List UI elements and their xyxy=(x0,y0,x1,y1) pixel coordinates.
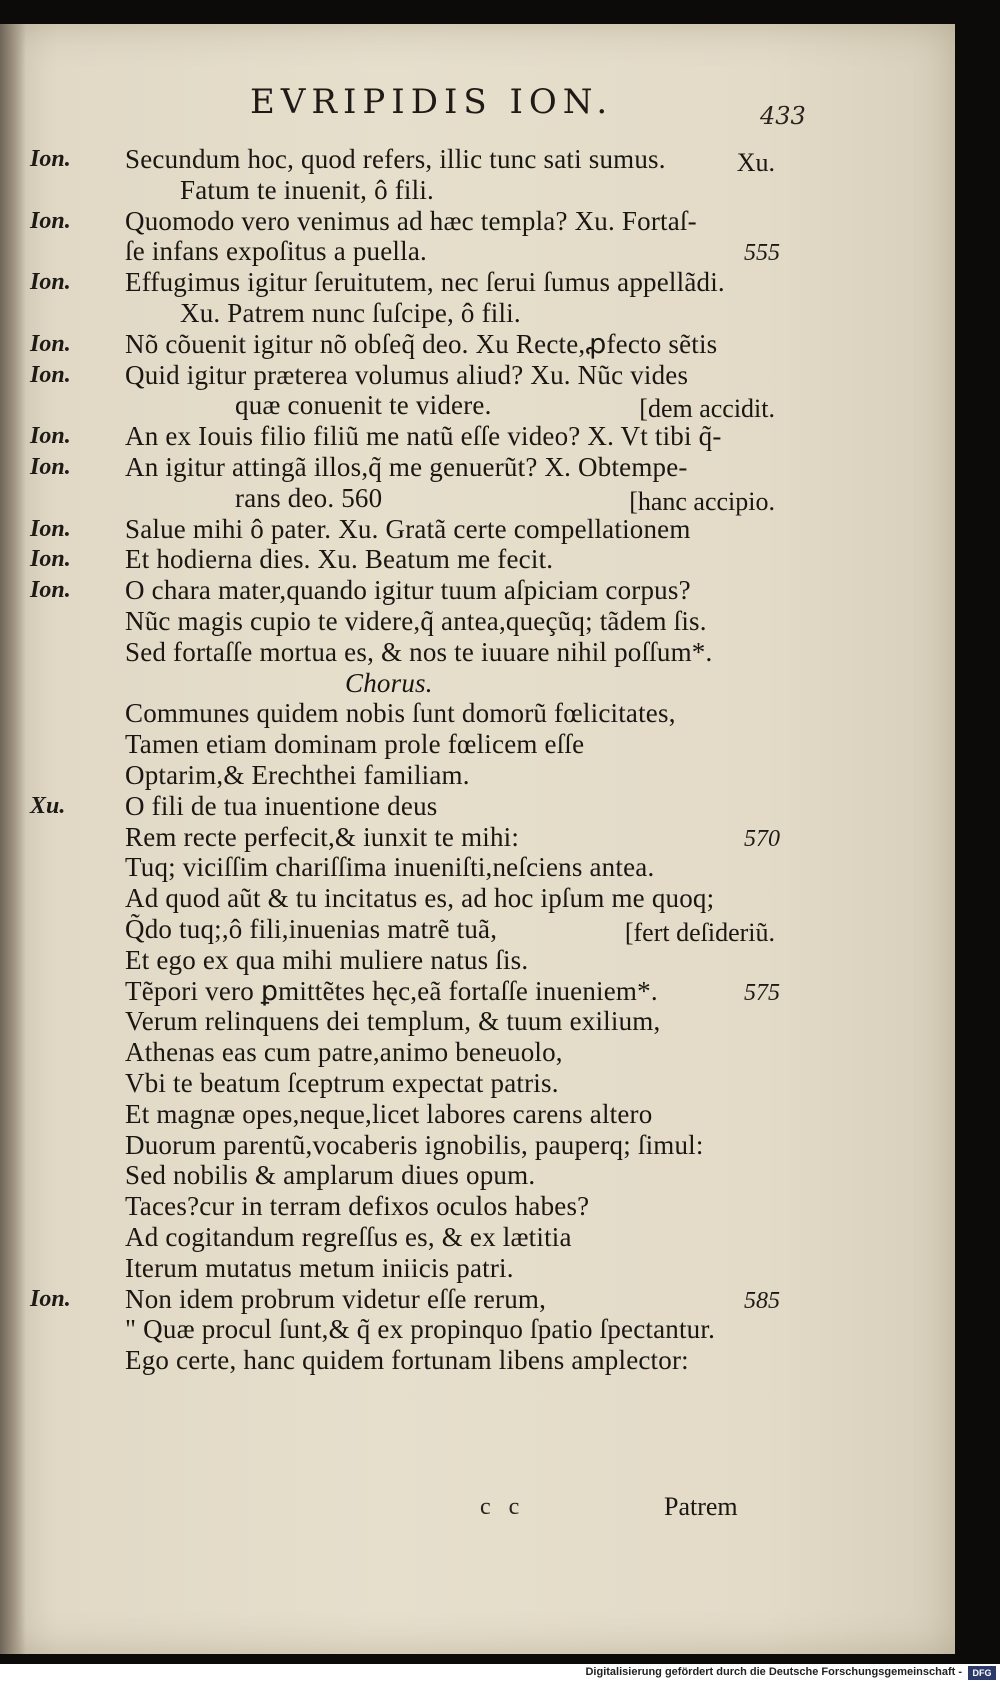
speaker-label: Xu. xyxy=(30,792,66,819)
text-line xyxy=(0,1037,955,1071)
verse-text: Et hodierna dies. Xu. Beatum me fecit. xyxy=(125,544,554,575)
verse-text: Non idem probrum videtur eſſe rerum, xyxy=(125,1283,547,1314)
verse-text: Et magnæ opes,neque,licet labores carens altero xyxy=(125,1098,653,1129)
speaker-label: Ion. xyxy=(30,423,71,450)
text-line xyxy=(0,298,955,332)
verse-text: Ad cogitandum regreſſus es, & ex lætitia xyxy=(125,1222,572,1252)
verse-text: Sed fortaſſe mortua es, & nos te iuuare nihil poſſum*. xyxy=(125,636,713,667)
verse-text: rans deo. 560 xyxy=(235,482,383,513)
text-line xyxy=(0,267,955,301)
verse-text: Taces?cur in terram defixos oculos habes? xyxy=(125,1191,590,1222)
right-margin-text: [dem accidit. xyxy=(639,394,775,424)
right-margin-text: [fert deſideriũ. xyxy=(624,918,775,947)
text-line xyxy=(0,976,955,1010)
speaker-label: Ion. xyxy=(30,515,71,542)
book-page xyxy=(0,24,955,1654)
verse-text: Verum relinquens dei templum, & tuum exilium, xyxy=(125,1006,661,1037)
text-line xyxy=(0,575,955,609)
verse-text: Nũc magis cupio te videre,q̃ antea,queçũq; tãdem ſis. xyxy=(125,606,707,636)
right-margin-text: [hanc accipio. xyxy=(629,486,775,516)
verse-text: Quid igitur præterea volumus aliud? Xu. Nũc vides xyxy=(125,359,689,390)
verse-text: Tamen etiam dominam prole fœlicem eſſe xyxy=(125,729,585,760)
verse-text: Tẽpori vero ꝑmittẽtes hęc,eã fortaſſe inueniem*. xyxy=(125,975,658,1006)
speaker-label: Ion. xyxy=(30,1285,71,1312)
speaker-label: Ion. xyxy=(30,146,71,172)
text-line xyxy=(0,883,955,917)
verse-text: Effugimus igitur ſeruitutem, nec ſerui ſumus appellãdi. xyxy=(125,267,725,298)
text-line xyxy=(0,236,955,270)
text-line xyxy=(0,390,955,424)
verse-text: Optarim,& Erechthei familiam. xyxy=(125,760,470,790)
verse-text: Nõ cõuenit igitur nõ obſeq̃ deo. Xu Recte,ꝓfecto sẽtis xyxy=(125,328,718,359)
credit-text: Digitalisierung gefördert durch die Deutsche Forschungsgemeinschaft - xyxy=(585,1666,962,1678)
text-line xyxy=(0,514,955,548)
text-line xyxy=(0,637,955,671)
verse-text: Fatum te inuenit, ô fili. xyxy=(180,174,434,205)
text-line xyxy=(0,1006,955,1040)
verse-text: Et ego ex qua mihi muliere natus ſis. xyxy=(125,944,529,975)
speaker-label: Ion. xyxy=(30,361,71,388)
text-line xyxy=(0,760,955,794)
text-line xyxy=(0,421,955,455)
verse-text: Iterum mutatus metum iniicis patri. xyxy=(125,1252,514,1283)
text-line xyxy=(0,175,955,209)
text-line xyxy=(0,698,955,732)
text-line xyxy=(0,1160,955,1194)
speaker-label: Ion. xyxy=(30,454,71,480)
verse-text: Tuq; viciſſim chariſſima inueniſti,neſciens antea. xyxy=(125,852,655,883)
verse-text: An ex Iouis filio filiũ me natũ eſſe video? X. Vt tibi q̃- xyxy=(125,421,722,452)
text-line xyxy=(0,544,955,578)
text-line xyxy=(0,1191,955,1225)
verse-text: Sed nobilis & amplarum diues opum. xyxy=(125,1160,536,1191)
text-line xyxy=(0,791,955,825)
section-heading: Chorus. xyxy=(345,667,433,698)
signature-mark: c c xyxy=(480,1494,526,1520)
verse-text: Vbi te beatum ſceptrum expectat patris. xyxy=(125,1068,559,1098)
right-margin-text: Xu. xyxy=(736,148,775,177)
catchword: Patrem xyxy=(664,1492,738,1521)
text-line xyxy=(0,914,955,948)
text-line xyxy=(0,483,955,517)
text-line xyxy=(0,852,955,886)
line-number: 575 xyxy=(744,979,780,1006)
text-line xyxy=(0,1099,955,1133)
verse-text: Salue mihi ô pater. Xu. Gratã certe compellationem xyxy=(125,513,691,544)
text-line xyxy=(0,729,955,763)
text-line xyxy=(0,1253,955,1287)
line-number: 555 xyxy=(744,240,780,267)
text-line xyxy=(0,144,955,178)
verse-text: Secundum hoc, quod refers, illic tunc sati sumus. xyxy=(125,144,666,174)
speaker-label: Ion. xyxy=(30,330,71,357)
verse-text: An igitur attingã illos,q̃ me genuerũt? X. Obtempe- xyxy=(125,452,688,482)
verse-text: Communes quidem nobis ſunt domorũ fœlicitates, xyxy=(125,698,676,729)
dfg-logo: DFG xyxy=(968,1666,996,1680)
verse-text: quæ conuenit te videre. xyxy=(235,390,492,421)
speaker-label: Ion. xyxy=(30,577,71,604)
text-line xyxy=(0,668,955,702)
text-line xyxy=(0,360,955,394)
verse-text: Ad quod aũt & tu incitatus es, ad hoc ipſum me quoq; xyxy=(125,883,715,914)
text-line xyxy=(0,1130,955,1164)
verse-text: " Quæ procul ſunt,& q̃ ex propinquo ſpatio ſpectantur. xyxy=(125,1314,716,1345)
text-line xyxy=(0,606,955,640)
verse-text: Rem recte perfecit,& iunxit te mihi: xyxy=(125,821,520,852)
speaker-label: Ion. xyxy=(30,269,71,296)
text-line xyxy=(0,206,955,240)
verse-text: O chara mater,quando igitur tuum aſpiciam corpus? xyxy=(125,575,691,606)
text-line xyxy=(0,1068,955,1102)
text-line xyxy=(0,945,955,979)
text-line xyxy=(0,1345,955,1379)
verse-text: Q̃do tuq;,ô fili,inuenias matrẽ tuã, xyxy=(125,914,498,944)
verse-text: Ego certe, hanc quidem fortunam libens amplector: xyxy=(125,1345,689,1376)
text-line xyxy=(0,329,955,363)
line-number: 585 xyxy=(744,1287,780,1314)
verse-text: Athenas eas cum patre,animo beneuolo, xyxy=(125,1037,563,1068)
running-head: EVRIPIDIS ION. xyxy=(250,82,614,122)
text-line xyxy=(0,822,955,856)
verse-text: Quomodo vero venimus ad hæc templa? Xu. Fortaſ- xyxy=(125,205,697,236)
verse-text: Xu. Patrem nunc ſuſcipe, ô fili. xyxy=(180,298,521,328)
page-number: 433 xyxy=(760,102,806,130)
verse-text: Duorum parentũ,vocaberis ignobilis, pauperq; ſimul: xyxy=(125,1129,704,1160)
verse-text: O fili de tua inuentione deus xyxy=(125,790,438,821)
verse-text: ſe infans expoſitus a puella. xyxy=(125,236,427,267)
text-line xyxy=(0,452,955,486)
line-number: 570 xyxy=(744,825,780,852)
text-line xyxy=(0,1222,955,1256)
text-line xyxy=(0,1284,955,1318)
speaker-label: Ion. xyxy=(30,546,71,573)
speaker-label: Ion. xyxy=(30,207,71,234)
text-line xyxy=(0,1314,955,1348)
digitization-credit-bar xyxy=(0,1664,1000,1683)
